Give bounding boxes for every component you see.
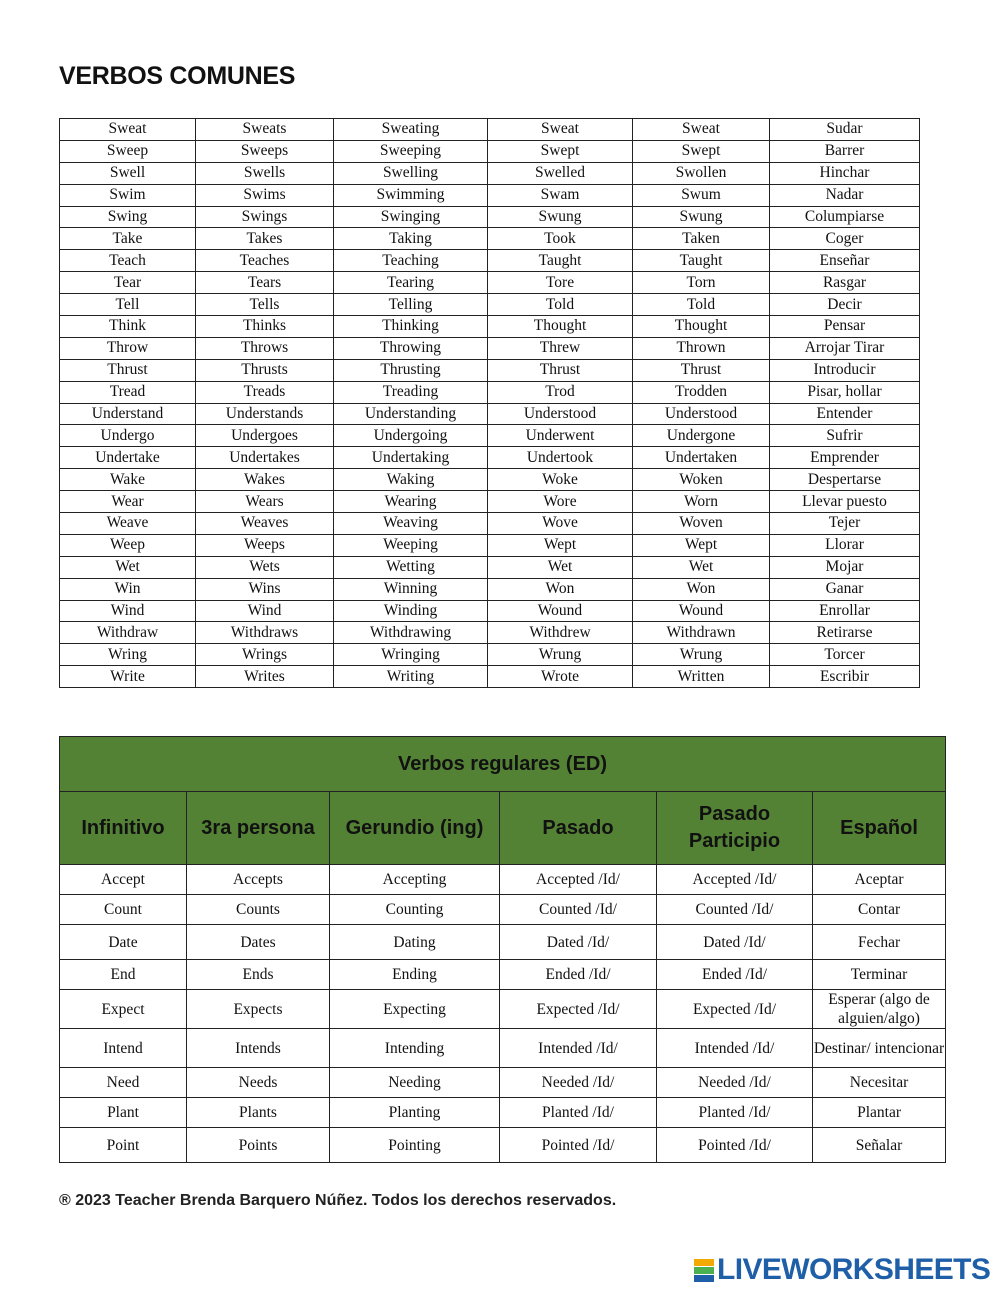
- table-cell: Dated /Id/: [500, 925, 657, 960]
- table-cell: Swings: [196, 206, 334, 228]
- table-row: [60, 644, 920, 666]
- table-row: [60, 447, 920, 469]
- table-row: [60, 865, 946, 895]
- table-cell: Swollen: [633, 162, 770, 184]
- brand-mark-icon: [694, 1259, 714, 1282]
- table-cell: Ganar: [770, 578, 920, 600]
- table-cell: Won: [488, 578, 633, 600]
- table-cell: Sweating: [334, 119, 488, 141]
- table-cell: Take: [60, 228, 196, 250]
- table-cell: Tearing: [334, 272, 488, 294]
- table-row: [60, 1128, 946, 1163]
- table-cell: Sweat: [60, 119, 196, 141]
- table-row: [60, 381, 920, 403]
- table-cell: Weaves: [196, 513, 334, 535]
- table-cell: Planting: [330, 1098, 500, 1128]
- table-cell: Sweeps: [196, 140, 334, 162]
- table-cell: Date: [60, 925, 187, 960]
- page-title: VERBOS COMUNES: [59, 62, 296, 90]
- table-cell: Taught: [633, 250, 770, 272]
- table-row: [60, 228, 920, 250]
- table-cell: Understands: [196, 403, 334, 425]
- table-cell: Torn: [633, 272, 770, 294]
- header-row: [60, 792, 946, 865]
- table-cell: Throw: [60, 337, 196, 359]
- table-cell: Sweep: [60, 140, 196, 162]
- brand-logo[interactable]: [694, 1254, 990, 1286]
- table-cell: Wind: [60, 600, 196, 622]
- table-cell: Understood: [488, 403, 633, 425]
- table-cell: Thought: [488, 316, 633, 338]
- table-cell: Weaving: [334, 513, 488, 535]
- table-cell: Tread: [60, 381, 196, 403]
- table-cell: Expects: [187, 990, 330, 1029]
- table-cell: Weep: [60, 534, 196, 556]
- table-cell: Trodden: [633, 381, 770, 403]
- table-cell: Entender: [770, 403, 920, 425]
- table-cell: Retirarse: [770, 622, 920, 644]
- table-cell: Swim: [60, 184, 196, 206]
- table-cell: Win: [60, 578, 196, 600]
- table-cell: Swept: [488, 140, 633, 162]
- table-cell: Weeping: [334, 534, 488, 556]
- table-cell: Emprender: [770, 447, 920, 469]
- table-cell: Esperar (algo de alguien/algo): [813, 990, 946, 1029]
- table-cell: Winning: [334, 578, 488, 600]
- table-cell: Told: [633, 294, 770, 316]
- table-cell: Wearing: [334, 491, 488, 513]
- table-cell: Thrust: [633, 359, 770, 381]
- table-cell: Tells: [196, 294, 334, 316]
- table-cell: Necesitar: [813, 1068, 946, 1098]
- table-cell: Undertake: [60, 447, 196, 469]
- table-cell: Undergoes: [196, 425, 334, 447]
- irregular-verbs-table: [59, 118, 920, 688]
- table-cell: Swung: [633, 206, 770, 228]
- table-row: [60, 272, 920, 294]
- table-cell: Thrust: [60, 359, 196, 381]
- table-row: [60, 1029, 946, 1068]
- regular-verbs-table: [59, 736, 946, 1163]
- table-cell: Treading: [334, 381, 488, 403]
- table-cell: Wound: [633, 600, 770, 622]
- table-cell: Wept: [633, 534, 770, 556]
- table-cell: Ended /Id/: [657, 960, 813, 990]
- table-row: [60, 1098, 946, 1128]
- table-cell: Hinchar: [770, 162, 920, 184]
- table-cell: Needing: [330, 1068, 500, 1098]
- table-cell: Coger: [770, 228, 920, 250]
- table-cell: Wrung: [633, 644, 770, 666]
- table-row: [60, 403, 920, 425]
- table-cell: Taken: [633, 228, 770, 250]
- table-cell: Sweeping: [334, 140, 488, 162]
- table-cell: Dated /Id/: [657, 925, 813, 960]
- column-header: Infinitivo: [60, 792, 187, 865]
- table-cell: Writes: [196, 666, 334, 688]
- table-cell: Thinks: [196, 316, 334, 338]
- table-cell: Wear: [60, 491, 196, 513]
- table-cell: Swung: [488, 206, 633, 228]
- table-cell: Trod: [488, 381, 633, 403]
- table-cell: Pointed /Id/: [657, 1128, 813, 1163]
- column-header: Pasado: [500, 792, 657, 865]
- table-row: [60, 469, 920, 491]
- table-cell: Throwing: [334, 337, 488, 359]
- table-cell: Expect: [60, 990, 187, 1029]
- table-cell: Woken: [633, 469, 770, 491]
- table-cell: Wring: [60, 644, 196, 666]
- table-cell: Tears: [196, 272, 334, 294]
- copyright-footer: ® 2023 Teacher Brenda Barquero Núñez. Todos los derechos reservados.: [59, 1192, 617, 1209]
- table-cell: Undergone: [633, 425, 770, 447]
- table-cell: Need: [60, 1068, 187, 1098]
- table-cell: Intending: [330, 1029, 500, 1068]
- table-cell: Tejer: [770, 513, 920, 535]
- table-cell: Introducir: [770, 359, 920, 381]
- table-cell: Withdraw: [60, 622, 196, 644]
- table-caption: Verbos regulares (ED): [60, 737, 946, 792]
- table-cell: Winding: [334, 600, 488, 622]
- table-cell: Understood: [633, 403, 770, 425]
- table-row: [60, 960, 946, 990]
- table-cell: Telling: [334, 294, 488, 316]
- table-cell: Undertaking: [334, 447, 488, 469]
- table-cell: Pisar, hollar: [770, 381, 920, 403]
- table-cell: Enrollar: [770, 600, 920, 622]
- table-cell: Understand: [60, 403, 196, 425]
- table-row: [60, 359, 920, 381]
- table-cell: Arrojar Tirar: [770, 337, 920, 359]
- table-row: [60, 895, 946, 925]
- table-row: [60, 425, 920, 447]
- table-row: [60, 491, 920, 513]
- table-cell: Wakes: [196, 469, 334, 491]
- table-cell: Thought: [633, 316, 770, 338]
- table-row: [60, 925, 946, 960]
- table-cell: Wrung: [488, 644, 633, 666]
- table-row: [60, 316, 920, 338]
- table-cell: Sudar: [770, 119, 920, 141]
- table-cell: Counting: [330, 895, 500, 925]
- table-cell: Wet: [633, 556, 770, 578]
- table-cell: Withdrew: [488, 622, 633, 644]
- table-cell: Wringing: [334, 644, 488, 666]
- table-cell: Undergoing: [334, 425, 488, 447]
- table-row: [60, 1068, 946, 1098]
- table-cell: Teach: [60, 250, 196, 272]
- table-cell: Withdrawing: [334, 622, 488, 644]
- table-cell: Pointed /Id/: [500, 1128, 657, 1163]
- table-cell: Undertaken: [633, 447, 770, 469]
- table-cell: Sweat: [488, 119, 633, 141]
- table-row: [60, 184, 920, 206]
- table-cell: Thrown: [633, 337, 770, 359]
- table-cell: Takes: [196, 228, 334, 250]
- table-cell: Expecting: [330, 990, 500, 1029]
- table-cell: Planted /Id/: [657, 1098, 813, 1128]
- table-cell: Accepts: [187, 865, 330, 895]
- table-cell: Wetting: [334, 556, 488, 578]
- table-row: [60, 622, 920, 644]
- table-row: [60, 162, 920, 184]
- table-cell: Woke: [488, 469, 633, 491]
- table-cell: Undertook: [488, 447, 633, 469]
- table-cell: Treads: [196, 381, 334, 403]
- table-cell: Took: [488, 228, 633, 250]
- table-cell: Needs: [187, 1068, 330, 1098]
- table-cell: Wears: [196, 491, 334, 513]
- table-cell: Swims: [196, 184, 334, 206]
- table-row: [60, 578, 920, 600]
- table-cell: Think: [60, 316, 196, 338]
- table-cell: Counts: [187, 895, 330, 925]
- column-header: 3ra persona: [187, 792, 330, 865]
- table-cell: Expected /Id/: [500, 990, 657, 1029]
- table-cell: Torcer: [770, 644, 920, 666]
- table-cell: Plant: [60, 1098, 187, 1128]
- table-cell: Wrote: [488, 666, 633, 688]
- table-cell: Terminar: [813, 960, 946, 990]
- table-cell: Needed /Id/: [657, 1068, 813, 1098]
- table-cell: Woven: [633, 513, 770, 535]
- table-cell: Thrusts: [196, 359, 334, 381]
- brand-name: LIVEWORKSHEETS: [717, 1253, 991, 1286]
- table-cell: Tore: [488, 272, 633, 294]
- table-cell: Tear: [60, 272, 196, 294]
- column-header: Pasado Participio: [657, 792, 813, 865]
- table-cell: Won: [633, 578, 770, 600]
- table-cell: Intends: [187, 1029, 330, 1068]
- table-cell: End: [60, 960, 187, 990]
- table-cell: Swept: [633, 140, 770, 162]
- table-row: [60, 119, 920, 141]
- table-cell: Swing: [60, 206, 196, 228]
- table-cell: Thrusting: [334, 359, 488, 381]
- table-cell: Thinking: [334, 316, 488, 338]
- table-cell: Fechar: [813, 925, 946, 960]
- table-cell: Underwent: [488, 425, 633, 447]
- table-row: [60, 140, 920, 162]
- table-cell: Swelled: [488, 162, 633, 184]
- table-cell: Counted /Id/: [500, 895, 657, 925]
- table-cell: Wets: [196, 556, 334, 578]
- table-cell: Planted /Id/: [500, 1098, 657, 1128]
- table-cell: Expected /Id/: [657, 990, 813, 1029]
- table-cell: Swinging: [334, 206, 488, 228]
- table-row: [60, 294, 920, 316]
- table-cell: Escribir: [770, 666, 920, 688]
- table-cell: Nadar: [770, 184, 920, 206]
- table-cell: Mojar: [770, 556, 920, 578]
- table-cell: Wrings: [196, 644, 334, 666]
- table-cell: Swam: [488, 184, 633, 206]
- column-header: Gerundio (ing): [330, 792, 500, 865]
- table-cell: Throws: [196, 337, 334, 359]
- table-cell: Señalar: [813, 1128, 946, 1163]
- table-cell: Swell: [60, 162, 196, 184]
- table-cell: Write: [60, 666, 196, 688]
- table-cell: Wind: [196, 600, 334, 622]
- table-cell: Told: [488, 294, 633, 316]
- table-row: [60, 337, 920, 359]
- table-cell: Ends: [187, 960, 330, 990]
- table-cell: Swimming: [334, 184, 488, 206]
- table-cell: Ending: [330, 960, 500, 990]
- table-cell: Decir: [770, 294, 920, 316]
- table-cell: Points: [187, 1128, 330, 1163]
- table-cell: Destinar/ intencionar: [813, 1029, 946, 1068]
- table-cell: Accepted /Id/: [657, 865, 813, 895]
- table-cell: Sufrir: [770, 425, 920, 447]
- table-cell: Undergo: [60, 425, 196, 447]
- table-row: [60, 600, 920, 622]
- table-cell: Rasgar: [770, 272, 920, 294]
- table-cell: Sweats: [196, 119, 334, 141]
- table-cell: Waking: [334, 469, 488, 491]
- table-cell: Weeps: [196, 534, 334, 556]
- table-cell: Thrust: [488, 359, 633, 381]
- table-cell: Llevar puesto: [770, 491, 920, 513]
- table-cell: Understanding: [334, 403, 488, 425]
- table-cell: Wound: [488, 600, 633, 622]
- table-cell: Enseñar: [770, 250, 920, 272]
- table-cell: Wet: [60, 556, 196, 578]
- table-cell: Teaching: [334, 250, 488, 272]
- table-cell: Intended /Id/: [657, 1029, 813, 1068]
- table-cell: Worn: [633, 491, 770, 513]
- table-cell: Ended /Id/: [500, 960, 657, 990]
- table-cell: Taught: [488, 250, 633, 272]
- table-cell: Plants: [187, 1098, 330, 1128]
- table-cell: Weave: [60, 513, 196, 535]
- table-cell: Counted /Id/: [657, 895, 813, 925]
- table-cell: Tell: [60, 294, 196, 316]
- table-cell: Intended /Id/: [500, 1029, 657, 1068]
- table-cell: Taking: [334, 228, 488, 250]
- table-row: [60, 206, 920, 228]
- table-cell: Plantar: [813, 1098, 946, 1128]
- table-cell: Columpiarse: [770, 206, 920, 228]
- table-cell: Wove: [488, 513, 633, 535]
- table-cell: Aceptar: [813, 865, 946, 895]
- table-cell: Intend: [60, 1029, 187, 1068]
- table-cell: Withdraws: [196, 622, 334, 644]
- table-cell: Swells: [196, 162, 334, 184]
- table-cell: Dates: [187, 925, 330, 960]
- table-cell: Pointing: [330, 1128, 500, 1163]
- table-cell: Wake: [60, 469, 196, 491]
- table-cell: Written: [633, 666, 770, 688]
- table-cell: Pensar: [770, 316, 920, 338]
- table-cell: Llorar: [770, 534, 920, 556]
- table-row: [60, 990, 946, 1029]
- table-cell: Contar: [813, 895, 946, 925]
- table-cell: Accept: [60, 865, 187, 895]
- table-cell: Dating: [330, 925, 500, 960]
- table-cell: Threw: [488, 337, 633, 359]
- table-cell: Needed /Id/: [500, 1068, 657, 1098]
- table-cell: Swum: [633, 184, 770, 206]
- table-cell: Teaches: [196, 250, 334, 272]
- table-cell: Swelling: [334, 162, 488, 184]
- table-cell: Undertakes: [196, 447, 334, 469]
- table-cell: Wore: [488, 491, 633, 513]
- table-cell: Count: [60, 895, 187, 925]
- table-cell: Accepted /Id/: [500, 865, 657, 895]
- table-row: [60, 666, 920, 688]
- table-row: [60, 534, 920, 556]
- table-cell: Sweat: [633, 119, 770, 141]
- table-cell: Wet: [488, 556, 633, 578]
- table-cell: Withdrawn: [633, 622, 770, 644]
- table-cell: Wins: [196, 578, 334, 600]
- table-row: [60, 250, 920, 272]
- table-cell: Despertarse: [770, 469, 920, 491]
- column-header: Español: [813, 792, 946, 865]
- table-row: [60, 556, 920, 578]
- table-cell: Writing: [334, 666, 488, 688]
- table-cell: Barrer: [770, 140, 920, 162]
- table-row: [60, 513, 920, 535]
- table-cell: Wept: [488, 534, 633, 556]
- table-cell: Point: [60, 1128, 187, 1163]
- table-cell: Accepting: [330, 865, 500, 895]
